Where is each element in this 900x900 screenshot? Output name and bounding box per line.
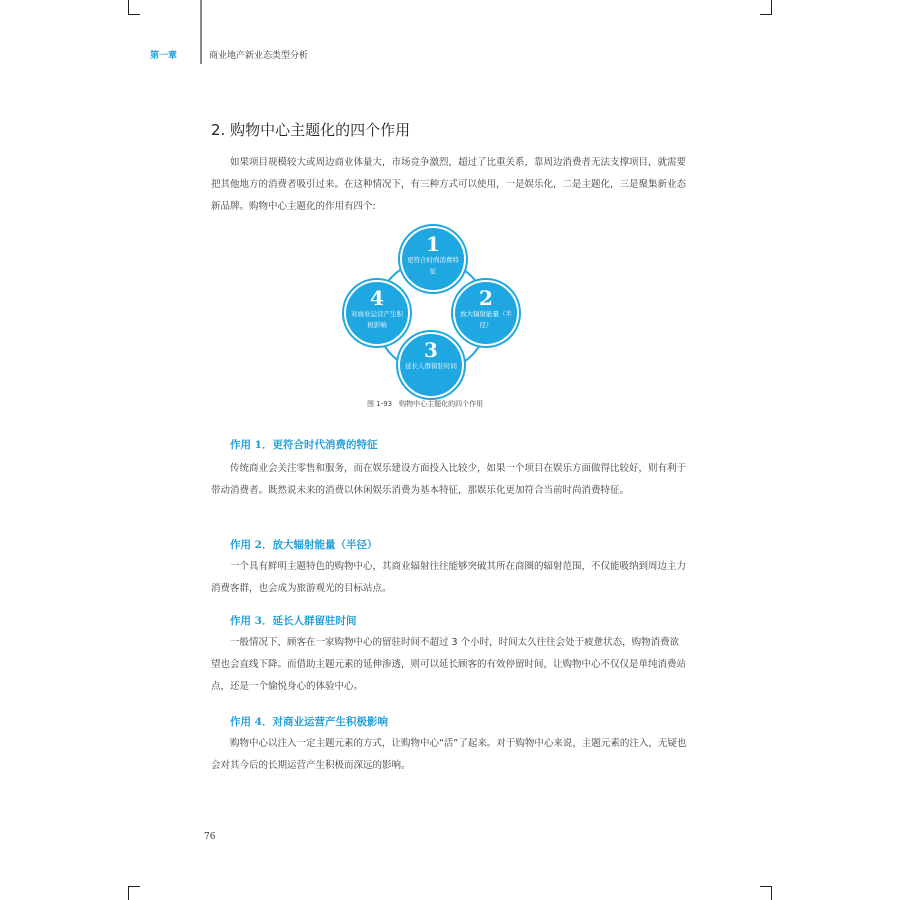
diagram-circle-1 [400, 226, 466, 292]
diagram-label: 对商业运营产生积极影响 [351, 310, 403, 329]
effect-2-title: 作用 2．放大辐射能量（半径） [230, 539, 378, 551]
diagram-label: 更符合时尚消费特征 [407, 256, 459, 275]
effect-2-text: 一个具有鲜明主题特色的购物中心，其商业辐射往往能够突破其所在商圈的辐射范围，不仅能吸纳到周边主力消费客群，也会成为旅游观光的目标站点。 [211, 561, 687, 594]
figure-caption: 图 1-93 购物中心主题化的四个作用 [367, 400, 484, 408]
page-number: 76 [204, 832, 216, 842]
header-chapter: 第一章 [150, 51, 178, 61]
effect-4-title: 作用 4．对商业运营产生积极影响 [230, 716, 388, 728]
section-heading: 2. 购物中心主题化的四个作用 [211, 121, 411, 139]
effect-3-text: 一般情况下，顾客在一家购物中心的留驻时间不超过 3 个小时，时间太久往往会处于疲惫状态，购物消费欲望也会直线下降。而借助主题元素的延伸渗透，则可以延长顾客的有效停留时间，让购物中心不仅仅是单纯消费站点，还是一个愉悦身心的体验中心。 [211, 637, 687, 692]
intro-paragraph: 如果项目规模较大或周边商业体量大，市场竞争激烈，超过了比重关系，靠周边消费者无法支撑项目，就需要把其他地方的消费者吸引过来。在这种情况下，有三种方式可以使用，一是娱乐化，二是主题化，三是聚集新业态新品牌。购物中心主题化的作用有四个: [211, 157, 687, 212]
diagram-label: 延长人群留驻时间 [405, 362, 457, 370]
diagram-circle-2 [453, 280, 519, 346]
diagram-number: 4 [370, 286, 384, 310]
effect-1-title: 作用 1．更符合时代消费的特征 [230, 439, 378, 451]
diagram-number: 3 [424, 338, 438, 362]
diagram-circle-3 [398, 332, 464, 398]
effect-4-text: 购物中心以注入一定主题元素的方式，让购物中心“活”了起来。对于购物中心来说，主题元素的注入，无疑也会对其今后的长期运营产生积极而深远的影响。 [211, 738, 687, 771]
diagram-label: 放大辐射能量（半径） [460, 310, 512, 329]
effect-3-title: 作用 3．延长人群留驻时间 [230, 615, 357, 627]
diagram-number: 2 [479, 286, 493, 310]
diagram-circle-4 [344, 280, 410, 346]
effect-1-text: 传统商业会关注零售和服务，而在娱乐建设方面投入比较少，如果一个项目在娱乐方面做得比较好，则有利于带动消费者。既然说未来的消费以休闲娱乐消费为基本特征，那娱乐化更加符合当前时尚消费特征。 [211, 463, 687, 496]
diagram-number: 1 [426, 232, 440, 256]
header-title: 商业地产新业态类型分析 [209, 51, 309, 61]
